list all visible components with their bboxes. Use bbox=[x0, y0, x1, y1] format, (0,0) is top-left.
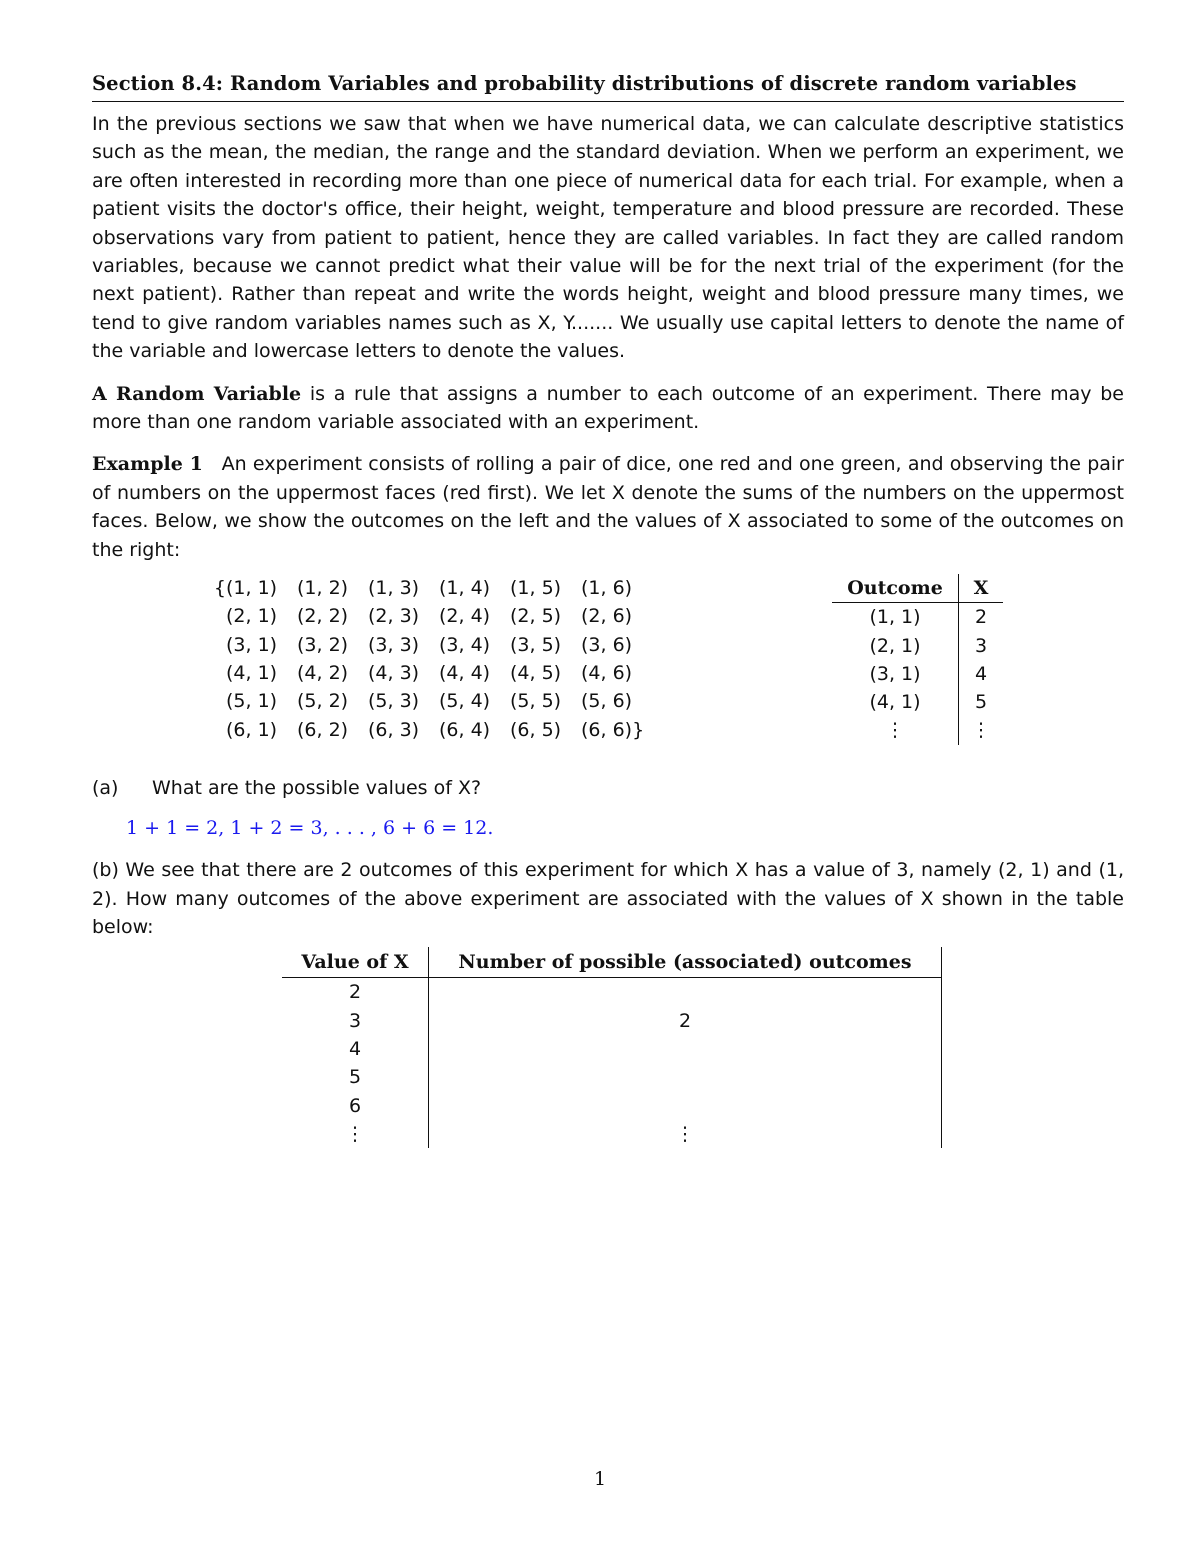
count-cell bbox=[429, 1063, 942, 1091]
count-cell bbox=[429, 1092, 942, 1120]
brace-spacer bbox=[212, 631, 226, 659]
question-b: (b) We see that there are 2 outcomes of this experiment for which X has a value of 3, namely (2, 1) and (1, 2). How many outcomes of the above experiment are associated with the values of X shown in the table below: bbox=[92, 859, 1124, 938]
outcome-pair: (3, 1) bbox=[226, 633, 278, 656]
table-row bbox=[282, 1035, 942, 1063]
question-a bbox=[92, 774, 1124, 802]
outcome-pair: (1, 5) bbox=[510, 577, 562, 600]
outcome-header: Outcome bbox=[832, 574, 959, 603]
table-row bbox=[282, 1092, 942, 1120]
question-a-answer: 1 + 1 = 2, 1 + 2 = 3, . . . , 6 + 6 = 12. bbox=[126, 817, 494, 840]
table-row bbox=[282, 1120, 942, 1148]
value-cell: 3 bbox=[348, 1009, 362, 1032]
sample-space-row bbox=[212, 716, 652, 744]
sample-space-row bbox=[212, 687, 652, 715]
brace-spacer bbox=[212, 659, 226, 687]
question-a-text: What are the possible values of X? bbox=[152, 777, 482, 800]
count-cell bbox=[429, 1035, 942, 1063]
outcome-pair: (2, 2) bbox=[297, 605, 349, 628]
outcome-pair: (3, 5) bbox=[510, 633, 562, 656]
sample-space-row bbox=[212, 631, 652, 659]
x-cell: 5 bbox=[959, 688, 1004, 716]
value-cell: ⋮ bbox=[345, 1122, 365, 1145]
open-brace: { bbox=[213, 577, 226, 600]
sample-space bbox=[212, 574, 652, 744]
outcome-pair: (4, 6) bbox=[581, 661, 633, 684]
example-paragraph bbox=[92, 450, 1124, 564]
x-cell: 3 bbox=[959, 631, 1004, 659]
definition-term: A Random Variable bbox=[92, 382, 302, 405]
outcome-pair: (4, 3) bbox=[368, 661, 420, 684]
intro-paragraph: In the previous sections we saw that when we have numerical data, we can calculate descriptive statistics such as the mean, the median, the range and the standard deviation. When we perform an experiment, we are often interested in recording more than one piece of numerical data for each trial. For example, when a patient visits the doctor's office, their height, weight, temperature and blood pressure are recorded. These observations vary from patient to patient, hence they are called variables. In fact they are called random variables, because we cannot predict what their value will be for the next trial of the experiment (for the next patient). Rather than repeat and write the words height, weight and blood pressure many times, we tend to give random variables names such as X, Y....... We usually use capital letters to denote the name of the variable and lowercase letters to denote the values. bbox=[92, 113, 1124, 363]
x-cell: 4 bbox=[959, 660, 1004, 688]
outcome-pair: (5, 1) bbox=[226, 690, 278, 713]
outcome-pair: (6, 3) bbox=[368, 718, 420, 741]
count-cell: ⋮ bbox=[429, 1120, 942, 1148]
table-row bbox=[282, 1007, 942, 1035]
table-row bbox=[832, 660, 1003, 688]
outcome-pair: (5, 3) bbox=[368, 690, 420, 713]
outcome-pair: (4, 2) bbox=[297, 661, 349, 684]
question-a-label: (a) bbox=[92, 777, 119, 800]
outcome-pair: (1, 1) bbox=[226, 577, 278, 600]
table-row bbox=[282, 1063, 942, 1091]
x-cell: ⋮ bbox=[959, 716, 1004, 744]
outcome-pair: (2, 1) bbox=[226, 605, 278, 628]
outcome-pair: (2, 3) bbox=[368, 605, 420, 628]
definition-paragraph bbox=[92, 380, 1124, 437]
outcome-pair: (1, 4) bbox=[439, 577, 491, 600]
close-brace: } bbox=[632, 718, 645, 741]
table-row bbox=[832, 716, 1003, 744]
outcome-pair: (1, 2) bbox=[297, 577, 349, 600]
outcome-pair: (2, 5) bbox=[510, 605, 562, 628]
outcome-pair: (1, 6) bbox=[581, 577, 633, 600]
definition-text: is a rule that assigns a number to each outcome of an experiment. There may be more than one random variable associated with an experiment. bbox=[92, 382, 1124, 434]
table-row bbox=[832, 631, 1003, 659]
outcome-pair: (6, 2) bbox=[297, 718, 349, 741]
brace-spacer bbox=[212, 602, 226, 630]
outcome-table bbox=[832, 574, 1003, 744]
x-cell: 2 bbox=[959, 603, 1004, 632]
brace-spacer bbox=[212, 716, 226, 744]
sample-space-row bbox=[212, 574, 652, 602]
table-row bbox=[282, 978, 942, 1007]
outcome-cell: (3, 1) bbox=[869, 662, 921, 685]
number-of-outcomes-header: Number of possible (associated) outcomes bbox=[429, 947, 942, 978]
outcome-pair: (6, 4) bbox=[439, 718, 491, 741]
outcome-pair: (4, 1) bbox=[226, 661, 278, 684]
x-header: X bbox=[959, 574, 1004, 603]
outcome-pair: (3, 4) bbox=[439, 633, 491, 656]
count-table bbox=[282, 947, 942, 1148]
value-cell: 6 bbox=[348, 1094, 362, 1117]
count-cell: 2 bbox=[429, 1007, 942, 1035]
count-cell bbox=[429, 978, 942, 1007]
example-figures bbox=[92, 574, 1124, 764]
outcome-pair: (2, 4) bbox=[439, 605, 491, 628]
outcome-cell: (4, 1) bbox=[869, 691, 921, 714]
outcome-pair: (6, 6) bbox=[581, 718, 633, 741]
example-label: Example 1 bbox=[92, 453, 203, 476]
outcome-pair: (5, 6) bbox=[581, 690, 633, 713]
outcome-pair: (5, 4) bbox=[439, 690, 491, 713]
outcome-pair: (6, 5) bbox=[510, 718, 562, 741]
value-cell: 5 bbox=[348, 1066, 362, 1089]
outcome-pair: (5, 5) bbox=[510, 690, 562, 713]
page-number: 1 bbox=[593, 1468, 607, 1490]
sample-space-row bbox=[212, 659, 652, 687]
value-cell: 2 bbox=[348, 981, 362, 1004]
sample-space-row bbox=[212, 602, 652, 630]
outcome-cell: (1, 1) bbox=[869, 606, 921, 629]
outcome-pair: (4, 5) bbox=[510, 661, 562, 684]
outcome-pair: (3, 2) bbox=[297, 633, 349, 656]
section-heading: Section 8.4: Random Variables and probability distributions of discrete random variables bbox=[92, 72, 1124, 102]
document-page bbox=[92, 72, 1124, 1148]
value-of-x-header: Value of X bbox=[282, 947, 429, 978]
outcome-pair: (4, 4) bbox=[439, 661, 491, 684]
outcome-pair: (3, 3) bbox=[368, 633, 420, 656]
brace-spacer bbox=[212, 687, 226, 715]
value-cell: 4 bbox=[348, 1038, 362, 1061]
outcome-pair: (5, 2) bbox=[297, 690, 349, 713]
example-text: An experiment consists of rolling a pair of dice, one red and one green, and observing the pair of numbers on the uppermost faces (red first). We let X denote the sums of the numbers on the uppermost faces. Below, we show the outcomes on the left and the values of X associated to some of the outcomes on the right: bbox=[92, 453, 1124, 561]
table-row bbox=[832, 603, 1003, 632]
outcome-pair: (2, 6) bbox=[581, 605, 633, 628]
outcome-cell: (2, 1) bbox=[869, 634, 921, 657]
outcome-pair: (6, 1) bbox=[226, 718, 278, 741]
table-row bbox=[832, 688, 1003, 716]
outcome-pair: (3, 6) bbox=[581, 633, 633, 656]
outcome-pair: (1, 3) bbox=[368, 577, 420, 600]
outcome-cell: ⋮ bbox=[885, 719, 905, 742]
